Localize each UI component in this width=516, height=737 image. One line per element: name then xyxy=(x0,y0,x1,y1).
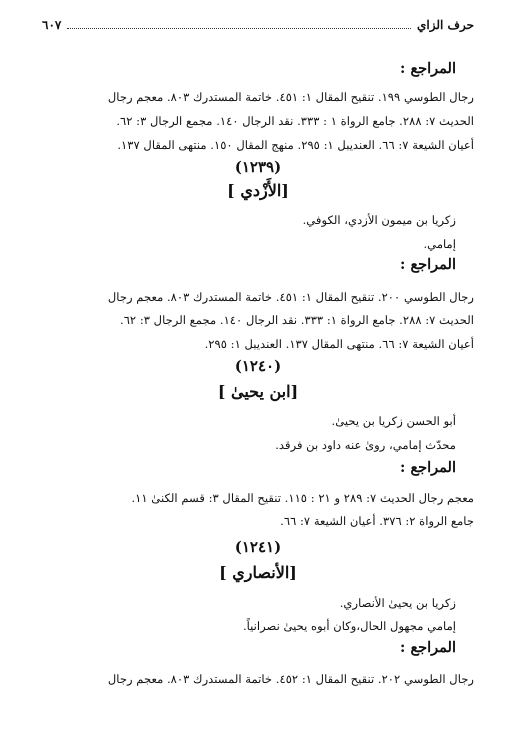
entry-title: [الأَزْدي ] xyxy=(227,181,289,200)
entry-title: [ابن يحيىٰ ] xyxy=(217,382,299,401)
entry-number: (١٢٣٩) xyxy=(234,158,282,176)
entry-text: أبو الحسن زكريا بن يحيىٰ. xyxy=(331,414,456,428)
entry-number: (١٢٤١) xyxy=(234,538,282,556)
references-heading: المراجع : xyxy=(400,60,456,77)
reference-line: أعيان الشيعة ٧: ٦٦. منتهى المقال ١٣٧. العنديبل ١: ٢٩٥. xyxy=(204,337,474,351)
reference-line: الحديث ٧: ٢٨٨. جامع الرواة ١ : ٣٣٣. نقد الرجال ١٤٠. مجمع الرجال ٣: ٦٢. xyxy=(116,114,474,128)
page-number: ٦٠٧ xyxy=(42,18,62,32)
reference-line: رجال الطوسي ٢٠٠. تنقيح المقال ١: ٤٥١. خاتمة المستدرك ٨٠٣. معجم رجال xyxy=(107,290,474,304)
reference-line: رجال الطوسي ١٩٩. تنقيح المقال ١: ٤٥١. خاتمة المستدرك ٨٠٣. معجم رجال xyxy=(107,90,474,104)
reference-line: رجال الطوسي ٢٠٢. تنقيح المقال ١: ٤٥٢. خاتمة المستدرك ٨٠٣. معجم رجال xyxy=(107,672,474,686)
header-dotted-leader xyxy=(67,28,411,29)
reference-line: معجم رجال الحديث ٧: ٢٨٩ و ٢١ : ١١٥. تنقيح المقال ٣: قسم الكنىٰ ١١. xyxy=(131,491,474,505)
references-heading: المراجع : xyxy=(400,256,456,273)
entry-text: إمامي. xyxy=(423,237,456,251)
entry-title: [الأنصاري ] xyxy=(219,563,297,582)
section-title: حرف الزاي xyxy=(417,18,474,32)
reference-line: أعيان الشيعة ٧: ٦٦. العنديبل ١: ٢٩٥. منهج المقال ١٥٠. منتهى المقال ١٣٧. xyxy=(117,138,474,152)
page-header xyxy=(42,18,474,32)
entry-text: زكريا بن يحيىٰ الأنصاري. xyxy=(339,596,456,610)
entry-text: محدّث إمامي، روىٰ عنه داود بن فرقد. xyxy=(275,438,456,452)
entry-text: إمامي مجهول الحال،وكان أبوه يحيىٰ نصرانياً. xyxy=(242,619,456,633)
references-heading: المراجع : xyxy=(400,459,456,476)
entry-text: زكريا بن ميمون الأزدي، الكوفي. xyxy=(302,213,456,227)
reference-line: جامع الرواة ٢: ٣٧٦. أعيان الشيعة ٧: ٦٦. xyxy=(280,514,474,528)
reference-line: الحديث ٧: ٢٨٨. جامع الرواة ١: ٣٣٣. نقد الرجال ١٤٠. مجمع الرجال ٣: ٦٢. xyxy=(120,313,474,327)
references-heading: المراجع : xyxy=(400,639,456,656)
entry-number: (١٢٤٠) xyxy=(234,357,282,375)
